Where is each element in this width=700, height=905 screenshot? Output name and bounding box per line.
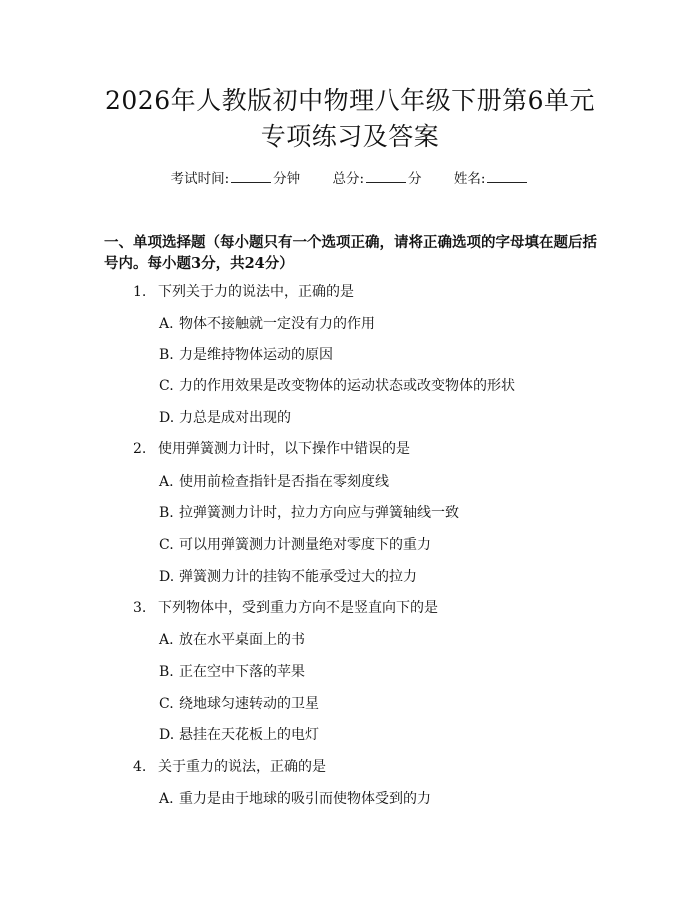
question-3-option-c <box>159 694 319 714</box>
option-letter: A. <box>159 316 174 332</box>
option-letter: C. <box>159 378 174 394</box>
question-1 <box>133 282 354 302</box>
option-text: 力是维持物体运动的原因 <box>179 347 333 363</box>
question-4-option-a <box>159 789 431 809</box>
page-title-line2: 专项练习及答案 <box>260 122 440 151</box>
exam-info-line <box>0 170 700 188</box>
option-letter: C. <box>159 696 174 712</box>
question-2-option-d <box>159 567 417 587</box>
option-text: 重力是由于地球的吸引而使物体受到的力 <box>179 791 431 807</box>
option-text: 拉弹簧测力计时，拉力方向应与弹簧轴线一致 <box>179 505 459 521</box>
question-1-option-b <box>159 345 333 365</box>
option-text: 可以用弹簧测力计测量绝对零度下的重力 <box>179 537 431 553</box>
option-text: 力的作用效果是改变物体的运动状态或改变物体的形状 <box>179 378 515 394</box>
question-3-option-d <box>159 725 319 745</box>
question-2 <box>133 439 410 459</box>
option-letter: B. <box>159 505 174 521</box>
question-1-option-d <box>159 408 291 428</box>
option-letter: D. <box>159 727 175 743</box>
exam-name <box>454 171 530 187</box>
question-3-option-a <box>159 630 305 650</box>
exam-time-blank <box>231 170 271 183</box>
option-letter: C. <box>159 537 174 553</box>
question-2-option-a <box>159 472 389 492</box>
question-number: 2. <box>133 441 147 457</box>
option-letter: D. <box>159 410 175 426</box>
question-text: 关于重力的说法，正确的是 <box>158 759 326 775</box>
question-3-option-b <box>159 662 305 682</box>
page-title-line1: 2026年人教版初中物理八年级下册第6单元 <box>104 86 596 115</box>
option-text: 力总是成对出现的 <box>179 410 291 426</box>
option-text: 物体不接触就一定没有力的作用 <box>179 316 375 332</box>
exam-name-blank <box>487 170 527 183</box>
question-number: 4. <box>133 759 147 775</box>
question-text: 下列关于力的说法中，正确的是 <box>158 284 354 300</box>
option-letter: D. <box>159 569 175 585</box>
question-4 <box>133 757 326 777</box>
exam-time-label: 考试时间: <box>170 171 230 187</box>
option-text: 使用前检查指针是否指在零刻度线 <box>179 474 389 490</box>
exam-score <box>332 171 425 187</box>
option-letter: B. <box>159 664 174 680</box>
option-text: 悬挂在天花板上的电灯 <box>179 727 319 743</box>
option-letter: A. <box>159 632 174 648</box>
exam-time-unit: 分钟 <box>273 171 301 187</box>
exam-name-label: 姓名: <box>453 171 486 187</box>
exam-time <box>171 171 305 187</box>
option-text: 弹簧测力计的挂钩不能承受过大的拉力 <box>179 569 417 585</box>
question-2-option-c <box>159 535 431 555</box>
option-letter: B. <box>159 347 174 363</box>
question-number: 1. <box>133 284 147 300</box>
question-1-option-c <box>159 376 515 396</box>
option-text: 正在空中下落的苹果 <box>179 664 305 680</box>
option-text: 绕地球匀速转动的卫星 <box>179 696 319 712</box>
question-number: 3. <box>133 600 147 616</box>
exam-score-label: 总分: <box>332 171 365 187</box>
option-letter: A. <box>159 474 174 490</box>
option-text: 放在水平桌面上的书 <box>179 632 305 648</box>
question-3 <box>133 598 438 618</box>
question-text: 下列物体中，受到重力方向不是竖直向下的是 <box>158 600 438 616</box>
exam-score-blank <box>366 170 406 183</box>
question-2-option-b <box>159 503 459 523</box>
exam-score-unit: 分 <box>408 171 422 187</box>
section-heading: 一、单项选择题（每小题只有一个选项正确，请将正确选项的字母填在题后括号内。每小题3分，共24分） <box>104 234 597 272</box>
question-text: 使用弹簧测力计时，以下操作中错误的是 <box>158 441 410 457</box>
question-1-option-a <box>159 314 375 334</box>
option-letter: A. <box>159 791 174 807</box>
